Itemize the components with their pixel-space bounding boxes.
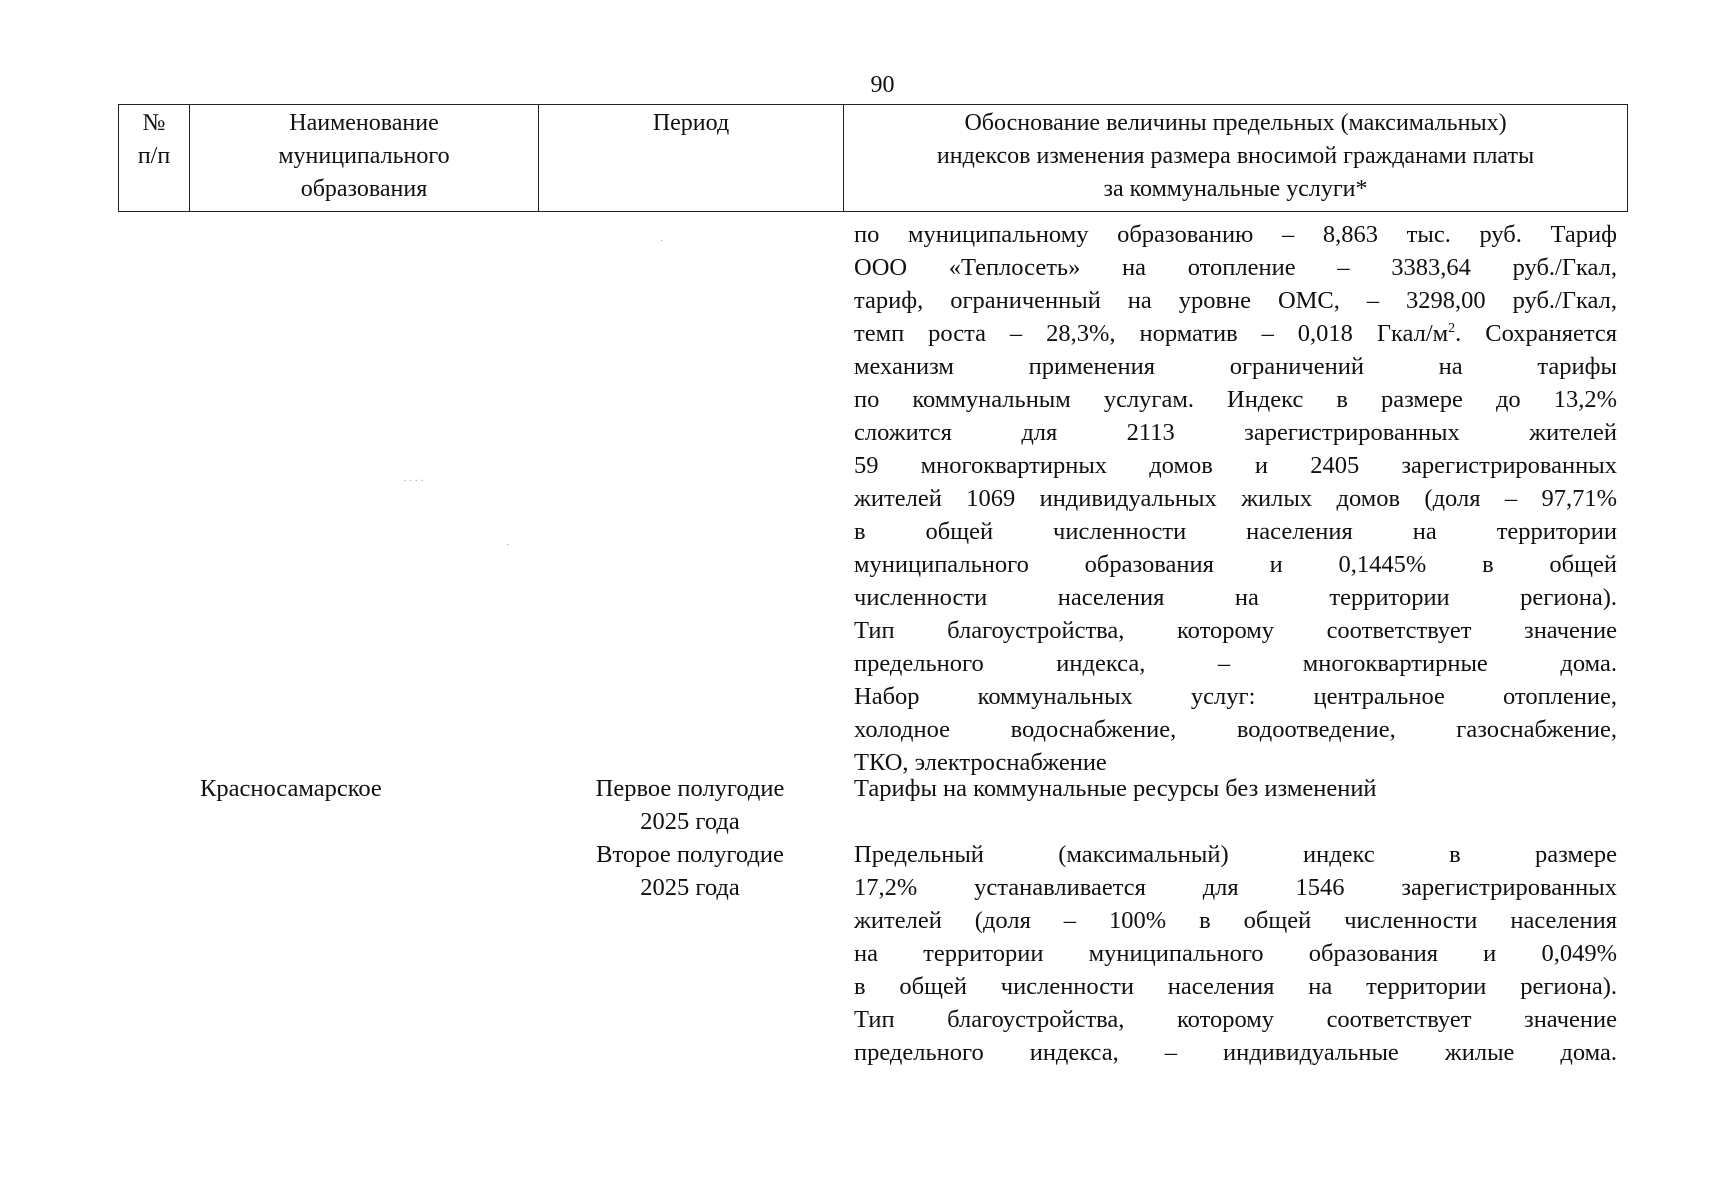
text-line: на территории муниципального образования и 0,049%	[854, 940, 1617, 967]
period-text: 2025 года	[640, 808, 740, 835]
text-segment: . Сохраняется	[1455, 320, 1617, 347]
text-line: Предельный (максимальный) индекс в размере	[854, 841, 1617, 868]
period-first-half	[560, 772, 820, 838]
period-text: 2025 года	[640, 874, 740, 901]
justification-first-half	[854, 772, 1617, 805]
scan-speck: ·	[506, 540, 510, 551]
municipality-name: Красносамарское	[200, 775, 382, 802]
text-line: механизм применения ограничений на тарифы	[854, 353, 1617, 380]
header-text: п/п	[137, 143, 171, 169]
text-line: ООО «Теплосеть» на отопление – 3383,64 руб./Гкал,	[854, 254, 1617, 281]
text-line: 59 многоквартирных домов и 2405 зарегистрированных	[854, 452, 1617, 479]
text-line: жителей 1069 индивидуальных жилых домов (доля – 97,71%	[854, 485, 1617, 512]
header-col-municipality	[190, 105, 539, 211]
text-line: в общей численности населения на территории	[854, 518, 1617, 545]
text-line: жителей (доля – 100% в общей численности населения	[854, 907, 1617, 934]
header-text: за коммунальные услуги*	[1103, 176, 1368, 202]
header-col-period	[539, 105, 844, 211]
text-segment: темп роста – 28,3%, норматив – 0,018 Гкал/м	[854, 320, 1449, 347]
text-line: в общей численности населения на территории региона).	[854, 973, 1617, 1000]
justification-second-half	[854, 838, 1617, 1069]
text-line: Тип благоустройства, которому соответствует значение	[854, 617, 1617, 644]
text-line: Набор коммунальных услуг: центральное отопление,	[854, 683, 1617, 710]
period-text: Первое полугодие	[595, 775, 785, 802]
superscript: 2	[1448, 320, 1456, 336]
table-header	[118, 104, 1628, 212]
text-line: сложится для 2113 зарегистрированных жителей	[854, 419, 1617, 446]
header-col-number	[119, 105, 190, 211]
header-text: муниципального	[278, 143, 450, 169]
text-line: Тип благоустройства, которому соответствует значение	[854, 1006, 1617, 1033]
text-line: по муниципальному образованию – 8,863 тыс. руб. Тариф	[854, 221, 1617, 248]
header-col-justification	[844, 105, 1627, 211]
header-text: Период	[652, 110, 730, 136]
header-text: Наименование	[289, 110, 439, 136]
text-line: численности населения на территории региона).	[854, 584, 1617, 611]
text-line: предельного индекса, – многоквартирные дома.	[854, 650, 1617, 677]
period-second-half	[560, 838, 820, 904]
header-text: Обоснование величины предельных (максимальных)	[964, 110, 1507, 136]
header-text: №	[142, 110, 166, 136]
text-line: по коммунальным услугам. Индекс в размере до 13,2%	[854, 386, 1617, 413]
text-line: муниципального образования и 0,1445% в общей	[854, 551, 1617, 578]
scan-speck: ·	[660, 236, 664, 247]
text-line: предельного индекса, – индивидуальные жилые дома.	[854, 1039, 1617, 1066]
period-text: Второе полугодие	[596, 841, 784, 868]
header-text: индексов изменения размера вносимой гражданами платы	[936, 143, 1535, 169]
text-line: 17,2% устанавливается для 1546 зарегистрированных	[854, 874, 1617, 901]
text-line-with-superscript	[854, 317, 1617, 350]
header-text: образования	[300, 176, 428, 202]
text-line: ТКО, электроснабжение	[854, 749, 1107, 776]
scan-speck: · · · ·	[403, 476, 424, 487]
text-line: тариф, ограниченный на уровне ОМС, – 3298,00 руб./Гкал,	[854, 287, 1617, 314]
text-line: холодное водоснабжение, водоотведение, газоснабжение,	[854, 716, 1617, 743]
page-number: 90	[870, 72, 895, 98]
text-line: Тарифы на коммунальные ресурсы без изменений	[854, 775, 1377, 802]
continuation-text	[854, 218, 1617, 779]
